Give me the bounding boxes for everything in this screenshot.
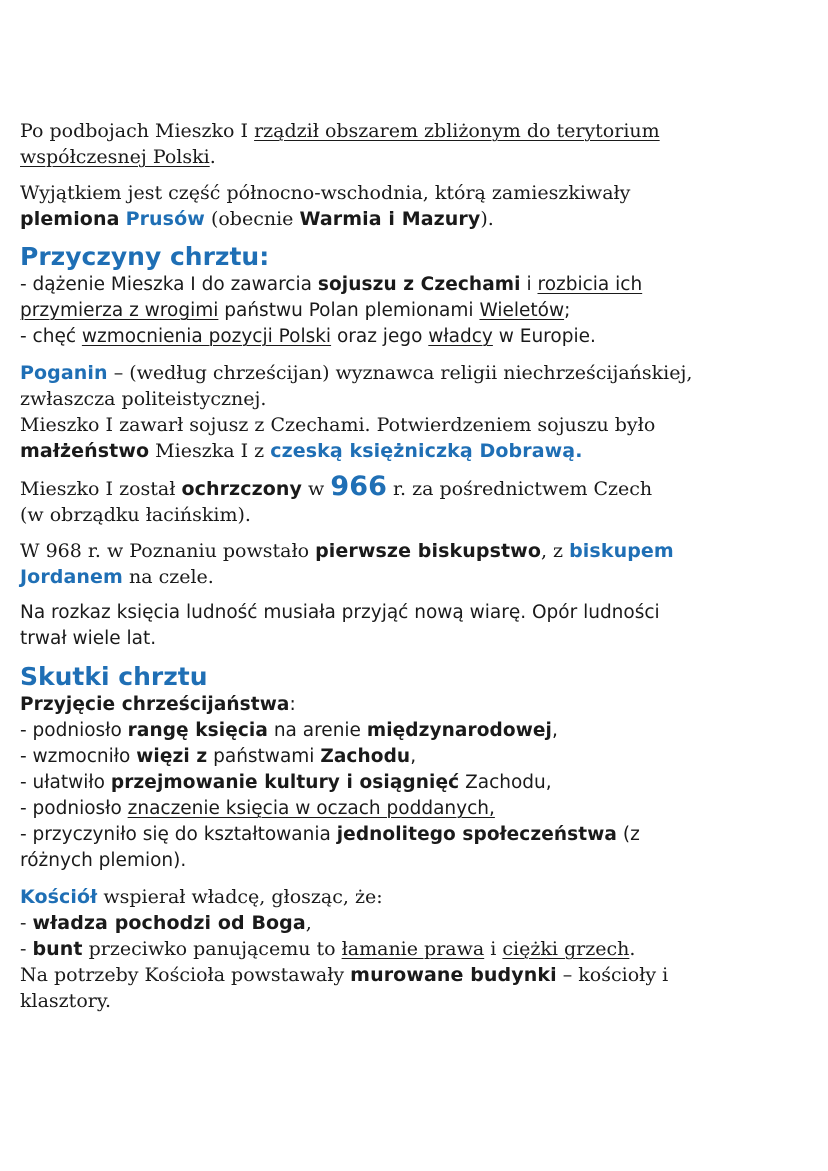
year-highlight: 966: [330, 471, 388, 502]
underlined-text: znaczenie księcia w oczach poddanych,: [127, 798, 495, 819]
blue-term: Kościół: [20, 886, 98, 908]
paragraph-resistance: [20, 600, 810, 652]
text: - podniosło: [20, 798, 128, 819]
bold-text: bunt: [32, 938, 83, 960]
text: – kościoły i: [556, 964, 669, 986]
bold-text: międzynarodowej: [366, 720, 552, 741]
text-line: [20, 962, 810, 988]
text: Mieszka I z: [149, 440, 271, 462]
text: ).: [480, 208, 494, 230]
text: państwami: [207, 746, 321, 767]
text: ;: [564, 300, 571, 321]
text-line: [20, 471, 810, 502]
text: Na potrzeby Kościoła powstawały: [20, 964, 351, 986]
document-page: [20, 118, 810, 1024]
bold-text: więzi z: [136, 746, 208, 767]
text-line: [20, 118, 810, 144]
text: w: [302, 478, 331, 500]
text: - wzmocniło: [20, 746, 137, 767]
text: państwu Polan plemionami: [218, 300, 480, 321]
bold-text: ochrzczony: [181, 478, 302, 500]
text: W 968 r. w Poznaniu powstało: [20, 540, 316, 562]
text-line: [20, 564, 810, 590]
text: .: [629, 938, 636, 960]
list-item: [20, 910, 810, 936]
paragraph-exception: [20, 180, 810, 232]
bold-text: władza pochodzi od Boga: [32, 912, 306, 934]
underlined-text: rozbicia ich: [537, 274, 643, 295]
text-line: (w obrządku łacińskim).: [20, 504, 251, 526]
blue-term: Prusów: [125, 208, 205, 230]
bold-text: murowane budynki: [350, 964, 557, 986]
text: - dążenie Mieszka I do zawarcia: [20, 274, 318, 295]
text-line: trwał wiele lat.: [20, 628, 157, 649]
text: i: [520, 274, 538, 295]
text: na arenie: [267, 720, 367, 741]
text-line: [20, 438, 810, 464]
list-item: [20, 744, 810, 770]
text-line: [20, 538, 810, 564]
text-line: [20, 884, 810, 910]
bold-text: Przyjęcie chrześcijaństwa: [20, 694, 290, 715]
list-item: różnych plemion).: [20, 850, 187, 871]
paragraph-baptism: [20, 471, 810, 528]
list-item: [20, 298, 810, 324]
effects-list: [20, 692, 810, 874]
bold-text: rangę księcia: [127, 720, 268, 741]
bold-text: małżeństwo: [20, 440, 150, 462]
text: - ułatwiło: [20, 772, 111, 793]
paragraph-bishopric: [20, 538, 810, 590]
blue-term: biskupem: [569, 540, 674, 562]
list-item: [20, 796, 810, 822]
underlined-text: rządził obszarem zbliżonym do terytorium: [254, 120, 660, 142]
text-line: Wyjątkiem jest część północno-wschodnia, którą zamieszkiwały: [20, 182, 631, 204]
text: Zachodu,: [459, 772, 552, 793]
blue-term: czeską księżniczką Dobrawą.: [270, 440, 583, 462]
blue-term: Jordanem: [20, 566, 123, 588]
heading-causes: Przyczyny chrztu:: [20, 242, 270, 271]
list-item: [20, 718, 810, 744]
heading-effects: Skutki chrztu: [20, 662, 208, 691]
text-line: [20, 206, 810, 232]
text: ,: [551, 720, 558, 741]
text: - chęć: [20, 326, 82, 347]
text: w Europie.: [492, 326, 596, 347]
text: .: [209, 146, 216, 168]
paragraph-territory: [20, 118, 810, 170]
list-item: [20, 822, 810, 848]
bold-text: plemiona: [20, 208, 120, 230]
text: Mieszko I został: [20, 478, 182, 500]
text-line: [20, 360, 810, 386]
bold-text: Zachodu: [320, 746, 411, 767]
text: r. za pośrednictwem Czech: [387, 478, 653, 500]
text: na czele.: [122, 566, 214, 588]
text: ,: [410, 746, 417, 767]
underlined-text: współczesnej Polski: [20, 146, 210, 168]
bold-text: jednolitego społeczeństwa: [336, 824, 617, 845]
text: ,: [305, 912, 312, 934]
text-line: zwłaszcza politeistycznej.: [20, 388, 267, 410]
text: i: [484, 938, 503, 960]
underlined-text: przymierza z wrogimi: [20, 300, 219, 321]
text: :: [289, 694, 296, 715]
underlined-text: Wieletów: [479, 300, 565, 321]
blue-term: Poganin: [20, 362, 108, 384]
list-item: [20, 770, 810, 796]
text-line: klasztory.: [20, 990, 112, 1012]
paragraph-church: [20, 884, 810, 1014]
list-item: [20, 324, 810, 350]
bold-text: pierwsze biskupstwo: [315, 540, 541, 562]
text: -: [20, 938, 33, 960]
list-item: [20, 272, 810, 298]
text: wspierał władcę, głosząc, że:: [97, 886, 383, 908]
underlined-text: wzmocnienia pozycji Polski: [81, 326, 332, 347]
text-line: Mieszko I zawarł sojusz z Czechami. Potwierdzeniem sojuszu było: [20, 414, 656, 436]
text: - podniosło: [20, 720, 128, 741]
underlined-text: władcy: [428, 326, 493, 347]
text: przeciwko panującemu to: [82, 938, 342, 960]
list-intro: [20, 692, 810, 718]
text: – (według chrześcijan) wyznawca religii niechrześcijańskiej,: [107, 362, 693, 384]
text-line: Na rozkaz księcia ludność musiała przyjąć nową wiarę. Opór ludności: [20, 602, 660, 623]
text: , z: [540, 540, 570, 562]
bold-text: Warmia i Mazury: [299, 208, 481, 230]
underlined-text: łamanie prawa: [341, 938, 485, 960]
text: oraz jego: [331, 326, 429, 347]
text-line: [20, 144, 810, 170]
text: - przyczyniło się do kształtowania: [20, 824, 337, 845]
underlined-text: ciężki grzech: [502, 938, 630, 960]
paragraph-pagan: [20, 360, 810, 464]
list-item: [20, 936, 810, 962]
text: (z: [616, 824, 640, 845]
bold-text: przejmowanie kultury i osiągnięć: [110, 772, 460, 793]
text: -: [20, 912, 33, 934]
causes-list: [20, 272, 810, 350]
bold-text: sojuszu z Czechami: [317, 274, 521, 295]
text: (obecnie: [204, 208, 300, 230]
text: Po podbojach Mieszko I: [20, 120, 255, 142]
